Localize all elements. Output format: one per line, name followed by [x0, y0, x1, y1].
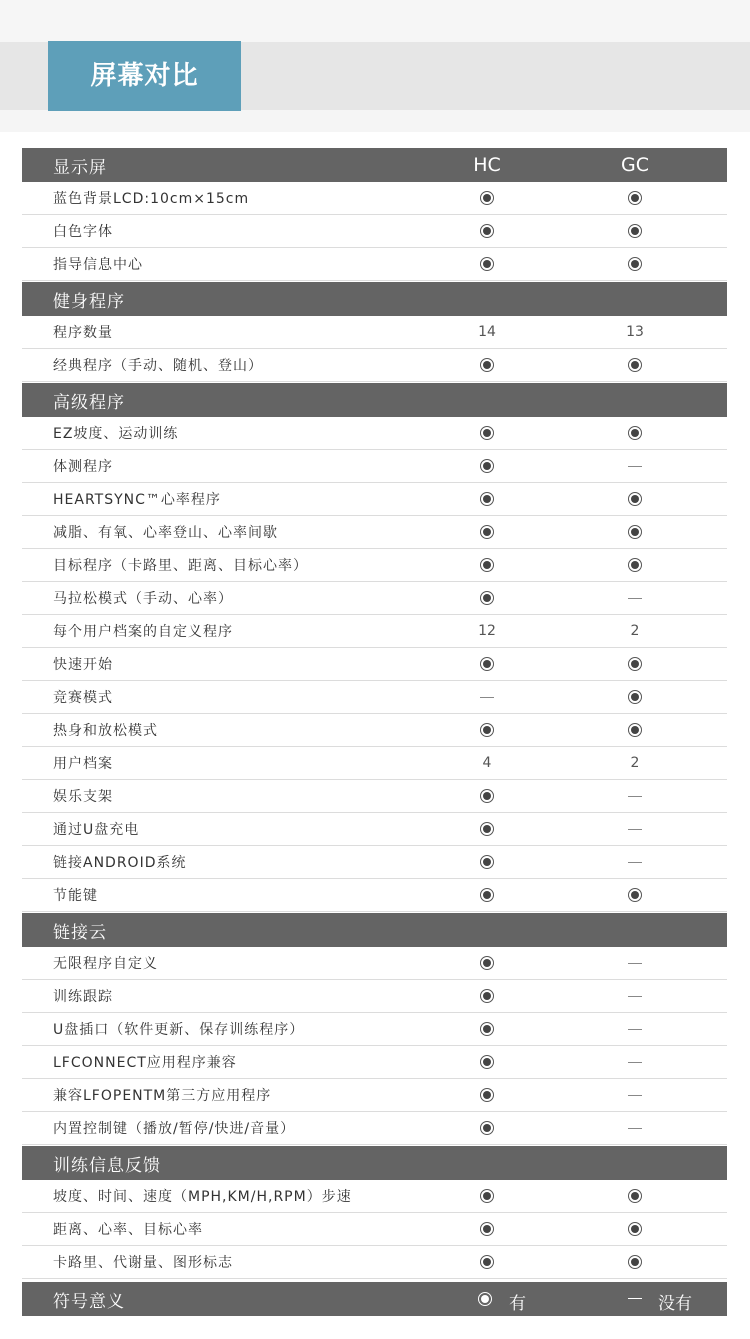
radio-dot-icon — [480, 426, 494, 440]
table-row — [22, 215, 727, 248]
dash-icon — [628, 1298, 642, 1299]
radio-dot-icon — [480, 358, 494, 372]
row-label: 热身和放松模式 — [53, 723, 158, 739]
dash-icon — [628, 1128, 642, 1129]
gc-value — [615, 1079, 655, 1111]
section-header — [22, 383, 727, 417]
radio-dot-icon — [480, 1022, 494, 1036]
hc-value — [467, 215, 507, 247]
table-row — [22, 714, 727, 747]
hc-value — [467, 417, 507, 449]
legend-has-label: 有 — [509, 1294, 526, 1314]
dash-icon — [628, 862, 642, 863]
table-row — [22, 1213, 727, 1246]
radio-dot-icon — [480, 525, 494, 539]
radio-dot-icon — [480, 855, 494, 869]
dash-icon — [628, 598, 642, 599]
radio-dot-icon — [480, 224, 494, 238]
radio-dot-icon — [628, 723, 642, 737]
row-label: 减脂、有氧、心率登山、心率间歇 — [53, 525, 278, 541]
radio-dot-icon — [480, 789, 494, 803]
table-row — [22, 182, 727, 215]
table-row — [22, 648, 727, 681]
row-label: 目标程序（卡路里、距离、目标心率） — [53, 558, 308, 574]
table-row — [22, 846, 727, 879]
gc-value — [615, 846, 655, 878]
row-label: 节能键 — [53, 888, 98, 904]
gc-value — [615, 417, 655, 449]
cell-value: 2 — [630, 623, 640, 639]
section-gap — [22, 1279, 727, 1280]
hc-value — [467, 648, 507, 680]
table-row — [22, 549, 727, 582]
gc-value — [615, 648, 655, 680]
dash-icon — [628, 963, 642, 964]
gc-value — [615, 215, 655, 247]
gc-value — [615, 714, 655, 746]
hc-value — [467, 846, 507, 878]
row-label: 通过U盘充电 — [53, 822, 140, 838]
radio-dot-icon — [480, 1189, 494, 1203]
table-row — [22, 516, 727, 549]
hc-value — [467, 947, 507, 979]
section-title: 显示屏 — [53, 157, 107, 178]
page-title: 屏幕对比 — [48, 41, 241, 111]
hc-value — [467, 714, 507, 746]
section-title: 链接云 — [53, 922, 107, 943]
table-row — [22, 980, 727, 1013]
radio-dot-icon — [480, 989, 494, 1003]
gc-value — [615, 813, 655, 845]
radio-dot-icon — [480, 191, 494, 205]
hc-value — [467, 1246, 507, 1278]
gc-value — [615, 980, 655, 1012]
row-label: 体测程序 — [53, 459, 113, 475]
hc-value — [467, 1079, 507, 1111]
radio-dot-icon — [480, 1088, 494, 1102]
hc-value — [467, 182, 507, 214]
row-label: 内置控制键（播放/暂停/快进/音量） — [53, 1121, 296, 1137]
section-header — [22, 1146, 727, 1180]
row-label: 马拉松模式（手动、心率） — [53, 591, 233, 607]
table-row — [22, 582, 727, 615]
hc-value — [467, 813, 507, 845]
radio-dot-icon — [628, 191, 642, 205]
hc-value — [467, 1112, 507, 1144]
hc-value — [467, 879, 507, 911]
section-header — [22, 148, 727, 182]
gc-value — [615, 450, 655, 482]
radio-dot-icon — [478, 1292, 492, 1306]
row-label: 无限程序自定义 — [53, 956, 158, 972]
dash-icon — [628, 1095, 642, 1096]
row-label: 用户档案 — [53, 756, 113, 772]
hc-value — [467, 747, 507, 779]
dash-icon — [628, 829, 642, 830]
row-label: 指导信息中心 — [53, 257, 143, 273]
row-label: 竞赛模式 — [53, 690, 113, 706]
legend-title: 符号意义 — [53, 1291, 125, 1312]
hc-value — [467, 780, 507, 812]
radio-dot-icon — [480, 459, 494, 473]
legend-bar — [22, 1282, 727, 1316]
cell-value: 4 — [482, 755, 492, 771]
table-row — [22, 450, 727, 483]
hc-value — [467, 1046, 507, 1078]
radio-dot-icon — [480, 591, 494, 605]
radio-dot-icon — [480, 1222, 494, 1236]
column-header-gc: GC — [621, 154, 649, 176]
radio-dot-icon — [480, 723, 494, 737]
radio-dot-icon — [628, 1255, 642, 1269]
table-row — [22, 316, 727, 349]
row-label: 每个用户档案的自定义程序 — [53, 624, 233, 640]
gc-value — [615, 780, 655, 812]
radio-dot-icon — [480, 657, 494, 671]
gc-value — [615, 1046, 655, 1078]
radio-dot-icon — [480, 492, 494, 506]
row-label: 蓝色背景LCD:10cm×15cm — [53, 191, 250, 207]
hc-value — [467, 980, 507, 1012]
gc-value — [615, 879, 655, 911]
hc-value — [467, 1213, 507, 1245]
row-label: 经典程序（手动、随机、登山） — [53, 358, 263, 374]
hc-value — [467, 316, 507, 348]
row-label: 训练跟踪 — [53, 989, 113, 1005]
radio-dot-icon — [628, 492, 642, 506]
table-row — [22, 417, 727, 450]
hc-value — [467, 1180, 507, 1212]
radio-dot-icon — [628, 224, 642, 238]
row-label: U盘插口（软件更新、保存训练程序） — [53, 1022, 305, 1038]
hc-value — [467, 483, 507, 515]
table-row — [22, 1112, 727, 1145]
radio-dot-icon — [480, 956, 494, 970]
table-row — [22, 1079, 727, 1112]
table-row — [22, 1180, 727, 1213]
hc-value — [467, 516, 507, 548]
radio-dot-icon — [480, 1255, 494, 1269]
column-header-hc: HC — [473, 154, 501, 176]
row-label: 距离、心率、目标心率 — [53, 1222, 203, 1238]
gc-value — [615, 1013, 655, 1045]
radio-dot-icon — [628, 426, 642, 440]
table-row — [22, 780, 727, 813]
cell-value: 14 — [478, 324, 496, 340]
table-row — [22, 879, 727, 912]
gc-value — [615, 549, 655, 581]
gc-value — [615, 681, 655, 713]
row-label: EZ坡度、运动训练 — [53, 426, 179, 442]
radio-dot-icon — [628, 888, 642, 902]
radio-dot-icon — [480, 1121, 494, 1135]
row-label: HEARTSYNC™心率程序 — [53, 492, 221, 508]
gc-value — [615, 516, 655, 548]
section-title: 健身程序 — [53, 291, 125, 312]
dash-icon — [628, 1062, 642, 1063]
hc-value — [467, 549, 507, 581]
hc-value — [467, 248, 507, 280]
row-label: LFCONNECT应用程序兼容 — [53, 1055, 237, 1071]
radio-dot-icon — [480, 1055, 494, 1069]
dash-icon — [628, 466, 642, 467]
hc-value — [467, 681, 507, 713]
row-label: 程序数量 — [53, 325, 113, 341]
row-label: 娱乐支架 — [53, 789, 113, 805]
table-row — [22, 1246, 727, 1279]
legend-none-label: 没有 — [658, 1294, 692, 1314]
sub-band — [0, 110, 750, 132]
gc-value — [615, 182, 655, 214]
row-label: 链接ANDROID系统 — [53, 855, 187, 871]
row-label: 兼容LFOPENTM第三方应用程序 — [53, 1088, 272, 1104]
radio-dot-icon — [480, 558, 494, 572]
comparison-table — [22, 148, 727, 1316]
gc-value — [615, 349, 655, 381]
radio-dot-icon — [628, 1189, 642, 1203]
cell-value: 12 — [478, 623, 496, 639]
gc-value — [615, 582, 655, 614]
row-label: 白色字体 — [53, 224, 113, 240]
table-row — [22, 349, 727, 382]
section-header — [22, 913, 727, 947]
gc-value — [615, 1180, 655, 1212]
section-title: 高级程序 — [53, 392, 125, 413]
gc-value — [615, 483, 655, 515]
radio-dot-icon — [628, 1222, 642, 1236]
dash-icon — [480, 697, 494, 698]
radio-dot-icon — [480, 822, 494, 836]
table-row — [22, 1046, 727, 1079]
radio-dot-icon — [628, 657, 642, 671]
hc-value — [467, 615, 507, 647]
row-label: 坡度、时间、速度（MPH,KM/H,RPM）步速 — [53, 1189, 352, 1205]
table-row — [22, 681, 727, 714]
gc-value — [615, 747, 655, 779]
gc-value — [615, 1246, 655, 1278]
row-label: 卡路里、代谢量、图形标志 — [53, 1255, 233, 1271]
gc-value — [615, 947, 655, 979]
table-row — [22, 813, 727, 846]
hc-value — [467, 450, 507, 482]
gc-value — [615, 1213, 655, 1245]
section-header — [22, 282, 727, 316]
radio-dot-icon — [628, 257, 642, 271]
table-row — [22, 483, 727, 516]
table-row — [22, 1013, 727, 1046]
gc-value — [615, 248, 655, 280]
hc-value — [467, 1013, 507, 1045]
radio-dot-icon — [628, 690, 642, 704]
radio-dot-icon — [628, 558, 642, 572]
gc-value — [615, 1112, 655, 1144]
radio-dot-icon — [480, 257, 494, 271]
radio-dot-icon — [628, 358, 642, 372]
table-row — [22, 747, 727, 780]
row-label: 快速开始 — [53, 657, 113, 673]
hc-value — [467, 349, 507, 381]
gc-value — [615, 615, 655, 647]
dash-icon — [628, 996, 642, 997]
dash-icon — [628, 1029, 642, 1030]
top-band — [0, 0, 750, 42]
section-title: 训练信息反馈 — [53, 1155, 161, 1176]
radio-dot-icon — [628, 525, 642, 539]
gc-value — [615, 316, 655, 348]
radio-dot-icon — [480, 888, 494, 902]
table-row — [22, 947, 727, 980]
table-row — [22, 615, 727, 648]
table-row — [22, 248, 727, 281]
cell-value: 2 — [630, 755, 640, 771]
cell-value: 13 — [626, 324, 644, 340]
hc-value — [467, 582, 507, 614]
dash-icon — [628, 796, 642, 797]
